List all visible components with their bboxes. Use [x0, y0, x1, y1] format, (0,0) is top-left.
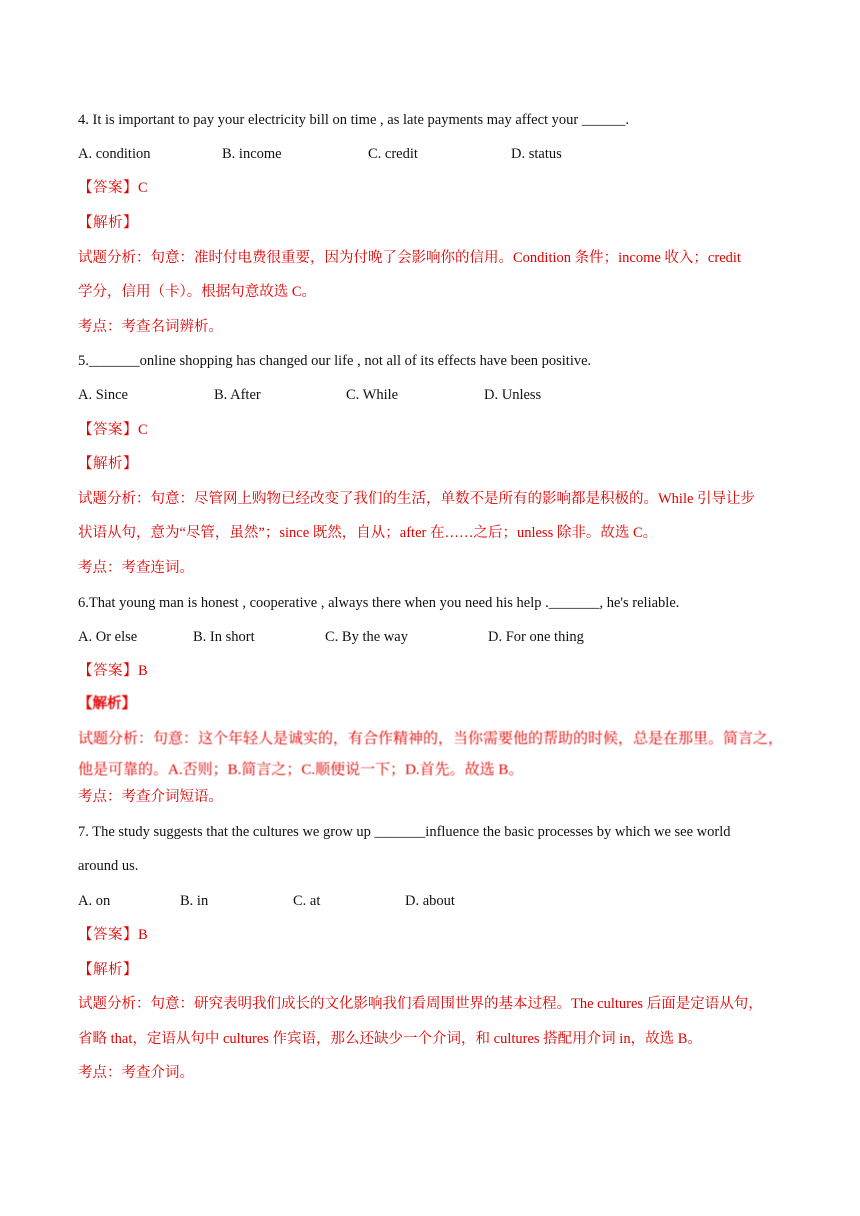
q5-option-c: C. While — [346, 387, 399, 403]
q7-option-c: C. at — [293, 893, 321, 909]
q5-option-a: A. Since — [78, 387, 128, 403]
q7-option-b: B. in — [180, 893, 209, 909]
q7-stem-line-1: 7. The study suggests that the cultures we grow up _______influence the basic processes by which we see world — [78, 824, 731, 840]
q6-option-b: B. In short — [193, 629, 255, 645]
q6-analysis-label: 【解析】 — [78, 696, 136, 712]
q5-stem: 5._______online shopping has changed our life , not all of its effects have been positive. — [78, 353, 592, 369]
q7-analysis-line-1: 试题分析：句意：研究表明我们成长的文化影响我们看周围世界的基本过程。The cultures 后面是定语从句， — [78, 996, 763, 1012]
q5-analysis-label: 【解析】 — [78, 456, 138, 472]
q7-option-d: D. about — [405, 893, 455, 909]
q4-analysis-line-1: 试题分析：句意：准时付电费很重要，因为付晚了会影响你的信用。Condition 条件；income 收入；credit — [78, 250, 741, 266]
q5-option-d: D. Unless — [484, 387, 542, 403]
q6-stem: 6.That young man is honest , cooperative , always there when you need his help ._______, he's reliable. — [78, 595, 680, 611]
q5-analysis-line-2: 状语从句，意为“尽管，虽然”；since 既然，自从；after 在……之后；unless 除非。故选 C。 — [78, 525, 658, 541]
q4-option-a: A. condition — [78, 146, 151, 162]
q5-analysis-line-1: 试题分析：句意：尽管网上购物已经改变了我们的生活，单数不是所有的影响都是积极的。While 引导让步 — [78, 491, 756, 507]
q4-option-d: D. status — [511, 146, 562, 162]
q6-analysis-line-1: 试题分析：句意：这个年轻人是诚实的，有合作精神的，当你需要他的帮助的时候，总是在那里。简言之， — [78, 731, 784, 747]
q4-answer: 【答案】C — [78, 180, 149, 196]
q6-analysis-line-2: 他是可靠的。A.否则；B.简言之；C.顺便说一下；D.首先。故选 B。 — [78, 762, 524, 778]
q5-option-b: B. After — [214, 387, 261, 403]
q6-option-d: D. For one thing — [488, 629, 584, 645]
q7-stem-line-2: around us. — [78, 858, 139, 874]
q6-knowledge-point: 考点：考查介词短语。 — [78, 789, 223, 805]
q4-option-b: B. income — [222, 146, 282, 162]
q7-analysis-label: 【解析】 — [78, 962, 138, 978]
q6-option-a: A. Or else — [78, 629, 138, 645]
q4-option-c: C. credit — [368, 146, 418, 162]
q4-knowledge-point: 考点：考查名词辨析。 — [78, 319, 223, 335]
q5-knowledge-point: 考点：考查连词。 — [78, 560, 194, 576]
q7-knowledge-point: 考点：考查介词。 — [78, 1065, 194, 1081]
q5-answer: 【答案】C — [78, 422, 149, 438]
q4-analysis-line-2: 学分，信用（卡）。根据句意故选 C。 — [78, 284, 317, 300]
q6-answer: 【答案】B — [78, 663, 149, 679]
q4-analysis-label: 【解析】 — [78, 215, 138, 231]
q4-stem: 4. It is important to pay your electricity bill on time , as late payments may affect your ______. — [78, 112, 629, 128]
q7-answer: 【答案】B — [78, 927, 149, 943]
q7-analysis-line-2: 省略 that，定语从句中 cultures 作宾语，那么还缺少一个介词，和 cultures 搭配用介词 in，故选 B。 — [78, 1031, 702, 1047]
q6-option-c: C. By the way — [325, 629, 408, 645]
q7-option-a: A. on — [78, 893, 111, 909]
